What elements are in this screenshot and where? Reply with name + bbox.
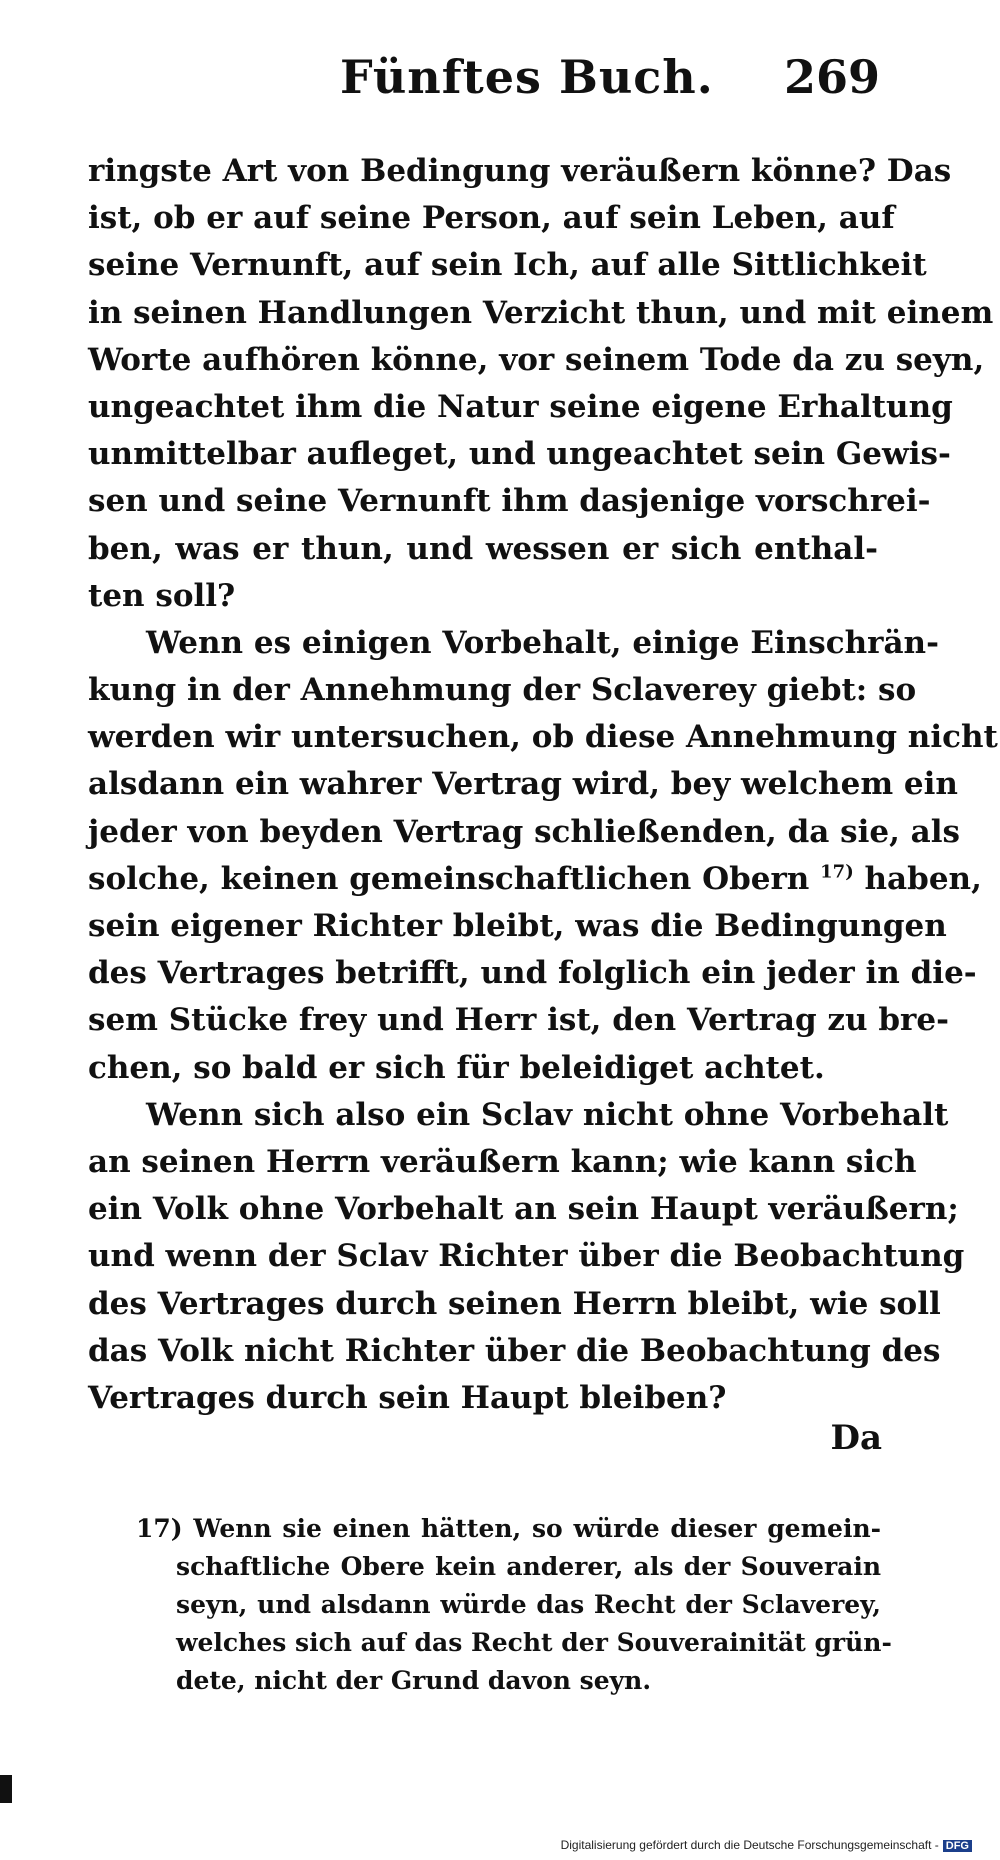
text-segment: haben,	[864, 860, 982, 897]
text-line: in seinen Handlungen Verzicht thun, und mit einem	[88, 294, 994, 331]
text-line: unmittelbar aufleget, und ungeachtet sein Gewis-	[88, 436, 951, 473]
footnote-reference[interactable]: 17)	[820, 861, 854, 883]
digitization-credit-text: Digitalisierung gefördert durch die Deutsche Forschungsgemeinschaft -	[560, 1838, 939, 1852]
catchword: Da	[830, 1418, 882, 1458]
text-line: ben, was er thun, und wessen er sich enthal-	[88, 530, 878, 567]
scan-edge-mark	[0, 1775, 12, 1803]
text-line: kung in der Annehmung der Sclaverey giebt: so	[88, 672, 917, 709]
digitization-credit	[561, 1838, 972, 1852]
text-line: werden wir untersuchen, ob diese Annehmung nicht	[88, 719, 998, 756]
running-title: Fünftes Buch.	[340, 50, 714, 104]
text-line: seine Vernunft, auf sein Ich, auf alle Sittlichkeit	[88, 247, 927, 284]
text-segment: solche, keinen gemeinschaftlichen Obern	[88, 860, 810, 897]
text-line: ungeachtet ihm die Natur seine eigene Erhaltung	[88, 388, 953, 425]
text-line: des Vertrages betrifft, und folglich ein jeder in die-	[88, 955, 977, 992]
footnote-line: dete, nicht der Grund davon seyn.	[176, 1666, 652, 1695]
paragraph-start-line: Wenn sich also ein Sclav nicht ohne Vorbehalt	[146, 1096, 949, 1133]
text-line-with-footnote-ref	[88, 856, 982, 903]
text-line: des Vertrages durch seinen Herrn bleibt, wie soll	[88, 1285, 941, 1322]
text-line: sem Stücke frey und Herr ist, den Vertrag zu bre-	[88, 1002, 949, 1039]
text-line: und wenn der Sclav Richter über die Beobachtung	[88, 1238, 965, 1275]
page-number: 269	[783, 50, 880, 104]
text-line: ein Volk ohne Vorbehalt an sein Haupt veräußern;	[88, 1191, 959, 1228]
text-line: Worte aufhören könne, vor seinem Tode da zu seyn,	[88, 341, 985, 378]
footnote-line: schaftliche Obere kein anderer, als der Souverain	[176, 1552, 881, 1581]
text-line: sein eigener Richter bleibt, was die Bedingungen	[88, 908, 947, 944]
text-line: ist, ob er auf seine Person, auf sein Leben, auf	[88, 200, 895, 237]
text-line: an seinen Herrn veräußern kann; wie kann sich	[88, 1143, 917, 1180]
footnote-line: 17) Wenn sie einen hätten, so würde dieser gemein-	[136, 1514, 881, 1543]
text-line: alsdann ein wahrer Vertrag wird, bey welchem ein	[88, 766, 958, 803]
text-line: chen, so bald er sich für beleidiget achtet.	[88, 1049, 825, 1086]
footnote-line: welches sich auf das Recht der Souverainität grün-	[176, 1628, 892, 1657]
page-header	[330, 50, 880, 120]
text-line: ten soll?	[88, 577, 236, 614]
text-line: sen und seine Vernunft ihm dasjenige vorschrei-	[88, 483, 931, 520]
text-line: Vertrages durch sein Haupt bleiben?	[88, 1379, 727, 1416]
text-line: jeder von beyden Vertrag schließenden, da sie, als	[88, 813, 960, 850]
footnote	[136, 1510, 892, 1700]
text-line: ringste Art von Bedingung veräußern könne? Das	[88, 153, 952, 189]
text-line: das Volk nicht Richter über die Beobachtung des	[88, 1332, 941, 1369]
footnote-line: seyn, und alsdann würde das Recht der Sclaverey,	[176, 1590, 881, 1619]
dfg-logo: DFG	[943, 1840, 972, 1852]
paragraph-start-line: Wenn es einigen Vorbehalt, einige Einschrän-	[146, 624, 939, 661]
main-text	[88, 148, 998, 1422]
